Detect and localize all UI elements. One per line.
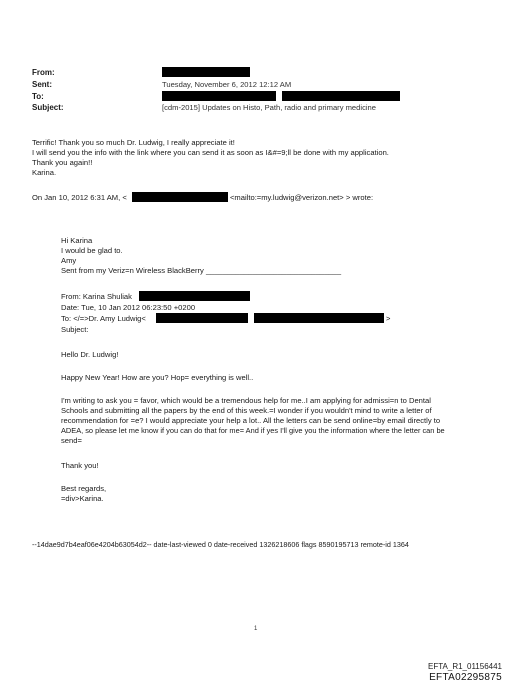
original-to-close: > bbox=[386, 314, 391, 323]
body-line: Terrific! Thank you so much Dr. Ludwig, I really appreciate it! bbox=[32, 138, 235, 147]
redaction-box bbox=[254, 313, 384, 323]
paragraph-line: I'm writing to ask you = favor, which would be a tremendous help for me..I am applying for admissi=n to Dental bbox=[61, 396, 431, 405]
paragraph-line: ADEA, so please let me know if you can do that for me= And if yes I'll give you the information where the letter can be bbox=[61, 426, 445, 435]
redaction-box bbox=[162, 91, 276, 101]
greeting: Hello Dr. Ludwig! bbox=[61, 350, 119, 359]
redaction-box bbox=[282, 91, 400, 101]
to-label: To: bbox=[32, 92, 44, 101]
quote-intro-end: <mailto:=my.ludwig@verizon.net> > wrote: bbox=[230, 193, 374, 202]
paragraph-line: send= bbox=[61, 436, 82, 445]
efta-id-secondary: EFTA02295875 bbox=[429, 672, 502, 683]
paragraph-line: Schools and submitting all the papers by the end of this week.=I wonder if you wouldn't mind to write a letter of bbox=[61, 406, 432, 415]
original-subject: Subject: bbox=[61, 325, 89, 334]
regards-line: Best regards, bbox=[61, 484, 107, 493]
new-year-line: Happy New Year! How are you? Hop= everything is well.. bbox=[61, 373, 254, 382]
paragraph-line: recommendation for =e? I would appreciate your help a lot.. All the letters can be send online=by email directly to bbox=[61, 416, 441, 425]
thanks-line: Thank you! bbox=[61, 461, 99, 470]
subject-value: [cdm-2015] Updates on Histo, Path, radio and primary medicine bbox=[162, 103, 376, 112]
sent-label: Sent: bbox=[32, 80, 52, 89]
quoted-line: Sent from my Veriz=n Wireless BlackBerry ________________________________ bbox=[61, 266, 342, 275]
original-to: To: </=>Dr. Amy Ludwig< bbox=[61, 314, 146, 323]
original-date: Date: Tue, 10 Jan 2012 06:23:50 +0200 bbox=[61, 303, 196, 312]
quoted-line: Amy bbox=[61, 256, 77, 265]
body-line: Karina. bbox=[32, 168, 57, 177]
body-line: Thank you again!! bbox=[32, 158, 93, 167]
signature-line: =div>Karina. bbox=[61, 494, 104, 503]
quoted-line: I would be glad to. bbox=[61, 246, 123, 255]
quote-intro-start: On Jan 10, 2012 6:31 AM, < bbox=[32, 193, 127, 202]
redaction-box bbox=[139, 291, 250, 301]
subject-label: Subject: bbox=[32, 103, 64, 112]
body-line: I will send you the info with the link where you can send it as soon as I&#=9;ll be done with my application. bbox=[32, 148, 389, 157]
efta-id-primary: EFTA_R1_01156441 bbox=[428, 662, 502, 671]
original-from: From: Karina Shuliak bbox=[61, 292, 132, 301]
redaction-box bbox=[156, 313, 248, 323]
meta-line: --14dae9d7b4eaf06e4204b63054d2-- date-last-viewed 0 date-received 1326218606 flags 8590195713 remote-id 1364 bbox=[32, 540, 409, 549]
sent-value: Tuesday, November 6, 2012 12:12 AM bbox=[162, 80, 292, 89]
from-label: From: bbox=[32, 68, 55, 77]
quoted-line: Hi Karina bbox=[61, 236, 93, 245]
page-number: 1 bbox=[254, 626, 258, 632]
redaction-box bbox=[132, 192, 228, 202]
redaction-box bbox=[162, 67, 250, 77]
